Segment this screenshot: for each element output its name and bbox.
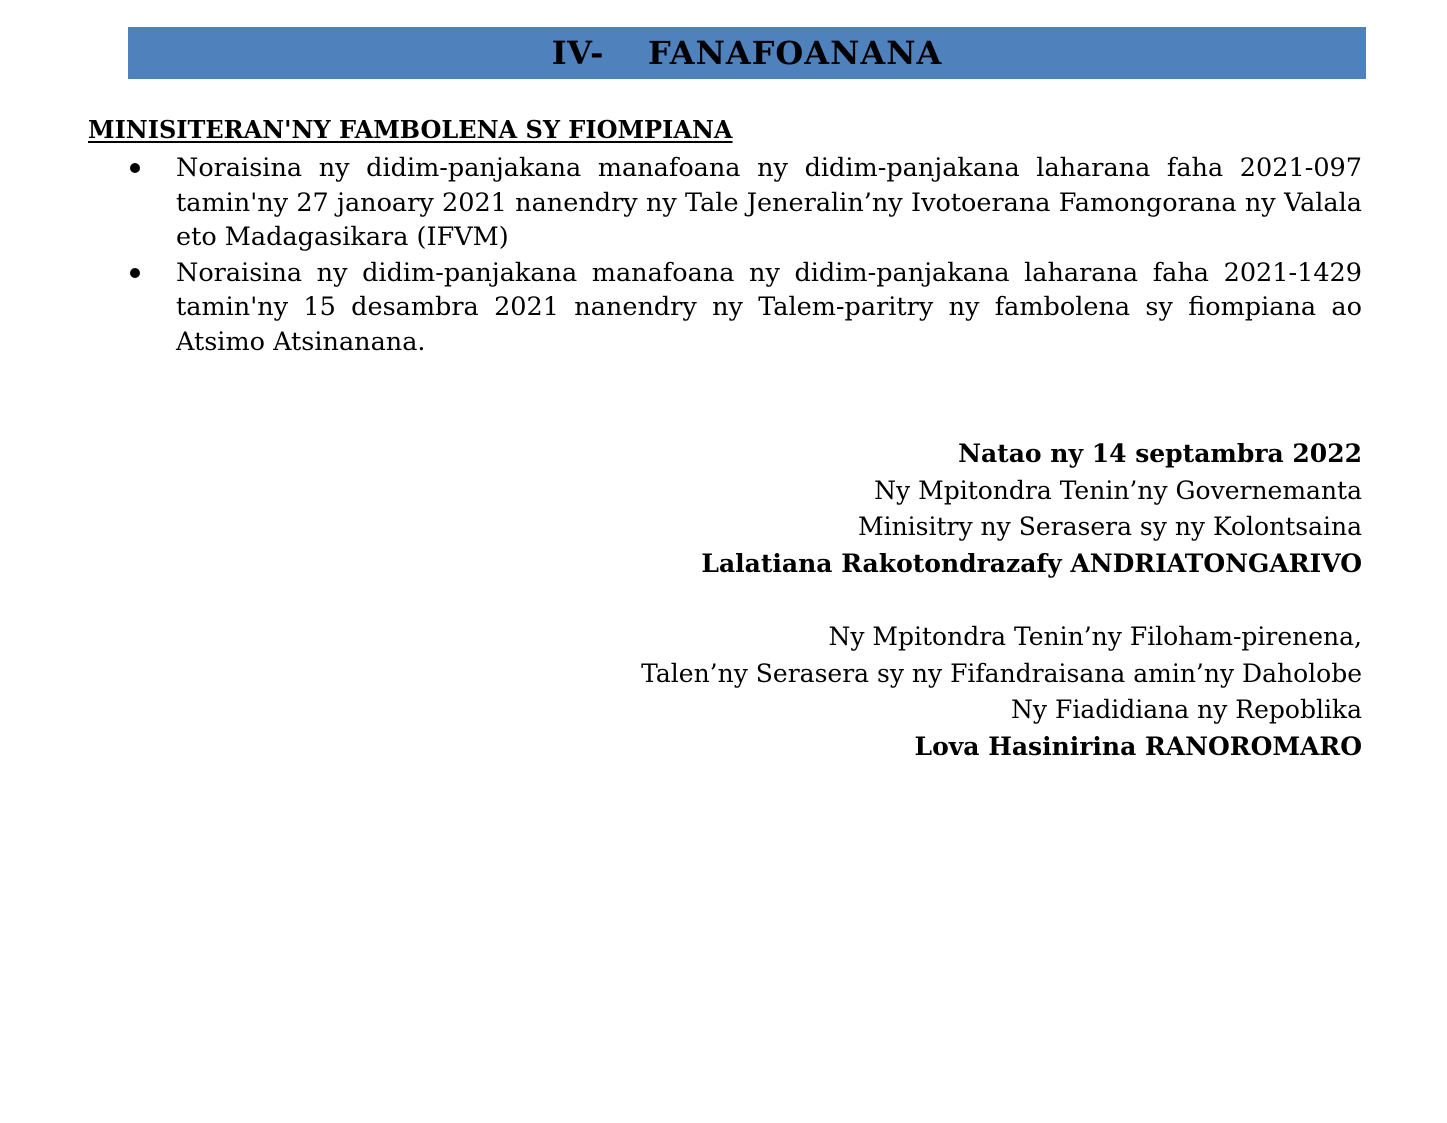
bullet-icon <box>130 163 140 173</box>
signature-date: Natao ny 14 septambra 2022 <box>958 439 1362 468</box>
signature-block-presidency <box>641 619 1362 765</box>
ministry-heading: MINISITERAN'NY FAMBOLENA SY FIOMPIANA <box>88 115 733 144</box>
signatory-name: Lova Hasinirina RANOROMARO <box>914 731 1362 761</box>
signatory-role: Ny Mpitondra Tenin’ny Filoham-pirenena, <box>828 622 1362 651</box>
decree-list <box>130 151 1362 360</box>
decree-text: Noraisina ny didim-panjakana manafoana ny didim-panjakana laharana faha 2021-097 tamin'ny 27 janoary 2021 nanendry ny Tale Jeneralin’ny Ivotoerana Famongorana ny Valala eto Madagasikara (IFVM) <box>176 153 1362 252</box>
section-number: IV- <box>551 34 604 72</box>
decree-text: Noraisina ny didim-panjakana manafoana ny didim-panjakana laharana faha 2021-1429 tamin'ny 15 desambra 2021 nanendry ny Talem-paritry ny fambolena sy fiompiana ao Atsimo Atsinanana. <box>176 257 1362 357</box>
signature-block-government <box>701 436 1362 582</box>
signatory-role: Talen’ny Serasera sy ny Fifandraisana amin’ny Daholobe <box>641 658 1362 688</box>
signatory-role: Minisitry ny Serasera sy ny Kolontsaina <box>857 512 1362 541</box>
signatory-role: Ny Fiadidiana ny Repoblika <box>1011 695 1362 724</box>
signatory-role: Ny Mpitondra Tenin’ny Governemanta <box>874 475 1362 505</box>
decree-item <box>130 256 1362 360</box>
signatory-name: Lalatiana Rakotondrazafy ANDRIATONGARIVO <box>701 548 1362 578</box>
section-title: FANAFOANANA <box>647 34 943 72</box>
bullet-icon <box>130 268 140 278</box>
section-banner <box>128 27 1366 79</box>
decree-item <box>130 151 1362 255</box>
